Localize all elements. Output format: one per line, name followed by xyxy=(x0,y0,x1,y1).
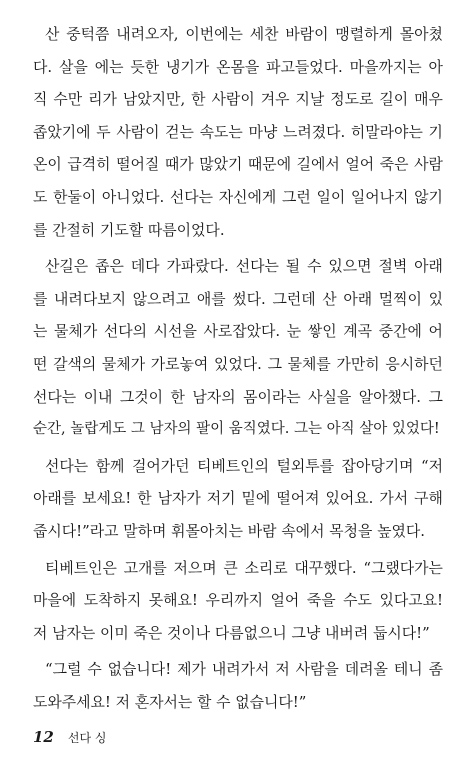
word: 데려올 xyxy=(344,660,388,679)
text-line xyxy=(33,283,443,316)
word: 몸이라는 xyxy=(243,387,301,406)
text-line xyxy=(33,148,443,181)
word: 않기 xyxy=(414,187,443,206)
word: 급격히 xyxy=(67,155,111,174)
word: 때문에 xyxy=(247,155,292,174)
text-line xyxy=(33,482,443,515)
word: 떨어져 xyxy=(276,489,320,508)
text-line xyxy=(33,181,443,214)
text-line xyxy=(33,450,443,483)
word: 맹렬하게 xyxy=(335,25,393,43)
word: 멀찍이 xyxy=(378,289,422,308)
word: 구해 xyxy=(414,489,443,508)
word: 썼다. xyxy=(232,289,266,308)
word: 제가 xyxy=(177,660,206,679)
word: 가만히 xyxy=(336,354,380,373)
word: 그런 xyxy=(281,187,311,206)
word: 선다의 xyxy=(103,322,148,341)
word: 온이 xyxy=(33,155,62,174)
word: 수만 xyxy=(53,90,83,109)
word: 매우 xyxy=(414,90,443,109)
text-line xyxy=(33,381,443,414)
word: 도착하지 xyxy=(83,591,142,610)
word: “저 xyxy=(421,456,443,475)
word: 절벽 xyxy=(378,257,408,276)
word: 살을 xyxy=(59,57,88,76)
word: 갈색의 xyxy=(53,354,97,373)
word: 좀 xyxy=(428,660,443,679)
word: 온몸을 xyxy=(216,57,260,76)
word: 리가 xyxy=(88,90,117,109)
word: 사람이 xyxy=(116,122,160,141)
word: 사람 xyxy=(414,155,443,174)
text-line xyxy=(33,413,443,446)
line-text: 를 간절히 기도할 따름이었다. xyxy=(33,220,225,239)
word: “그럴 xyxy=(45,660,82,679)
word: 눈 xyxy=(286,322,302,341)
word: 파고들었다. xyxy=(266,57,343,76)
running-title: 선다 싱 xyxy=(67,731,107,745)
word: 저기 xyxy=(206,489,236,508)
word: 물체가 xyxy=(101,354,146,373)
word: 티베트인은 xyxy=(45,558,117,577)
text-line xyxy=(33,83,443,116)
text-line xyxy=(33,515,443,548)
word: 계곡 xyxy=(343,322,373,341)
word: 겨우 xyxy=(260,90,290,109)
text-line xyxy=(33,686,443,719)
word: 저 xyxy=(275,660,290,679)
word: 기 xyxy=(428,122,443,141)
word: 중간에 xyxy=(378,322,422,341)
word: 잡아당기며 xyxy=(341,456,414,475)
text-line xyxy=(33,116,443,149)
word: 그 xyxy=(428,387,443,406)
line-text: 줍시다!”라고 말하며 휘몰아치는 바람 속에서 목청을 높였다. xyxy=(33,521,425,540)
text-line xyxy=(33,552,443,585)
word: 사로잡았다. xyxy=(203,322,281,341)
word: 죽을 xyxy=(306,591,336,610)
word: 사실을 xyxy=(308,387,352,406)
word: 속도는 xyxy=(199,122,243,141)
word: 수도 xyxy=(343,591,372,610)
word: 좁았기에 xyxy=(33,122,91,141)
body-text xyxy=(33,18,443,718)
text-line xyxy=(33,51,443,84)
word: 선다는 xyxy=(169,187,214,206)
word: 몰아쳤 xyxy=(399,25,443,43)
word: 마냥 xyxy=(248,122,278,141)
word: 않으려고 xyxy=(132,289,191,308)
word: 물체를 xyxy=(287,354,331,373)
word: 내려다보지 xyxy=(54,289,126,308)
word: 산길은 xyxy=(45,257,89,276)
word: 한 xyxy=(137,489,152,508)
word: 많았기 xyxy=(199,155,243,174)
word: 가파랐다. xyxy=(166,257,229,276)
word: 한둘이 xyxy=(53,187,97,206)
word: 를 xyxy=(33,289,48,308)
word: 마을까지는 xyxy=(349,57,422,76)
word: 중턱쯤 xyxy=(66,25,110,43)
word: 바람이 xyxy=(285,25,329,43)
word: 내려오자, xyxy=(116,25,179,43)
page-footer xyxy=(33,729,106,746)
word: 가로놓여 xyxy=(150,354,209,373)
text-line xyxy=(33,584,443,617)
word: 큰 xyxy=(223,558,238,577)
text-line xyxy=(33,348,443,381)
page-number: 12 xyxy=(33,728,54,746)
word: 히말라야는 xyxy=(350,122,423,141)
word: 선다는 xyxy=(33,387,77,406)
word: 아래를 xyxy=(33,489,77,508)
word: 수 xyxy=(307,257,322,276)
word: 선다는 xyxy=(45,456,89,475)
word: 아 xyxy=(428,57,443,76)
word: 떤 xyxy=(33,354,48,373)
word: 에는 xyxy=(94,57,124,76)
word: 티베트인의 xyxy=(197,456,269,475)
word: 두 xyxy=(96,122,111,141)
text-line xyxy=(33,250,443,283)
word: 산 xyxy=(45,25,60,43)
word: 알아챘다. xyxy=(358,387,422,406)
word: 보세요! xyxy=(82,489,132,508)
word: 때가 xyxy=(164,155,194,174)
word: 그것이 xyxy=(119,387,164,406)
word: 우리까지 xyxy=(205,591,263,610)
word: 못해요! xyxy=(148,591,198,610)
word: 응시하던 xyxy=(385,354,443,373)
word: 아래 xyxy=(414,257,443,276)
word: 얼어 xyxy=(345,155,375,174)
word: 될 xyxy=(285,257,301,276)
word: 털외투를 xyxy=(276,456,335,475)
word: 있 xyxy=(428,289,443,308)
word: 죽은 xyxy=(379,155,409,174)
word: 사람이 xyxy=(211,90,255,109)
word: 도 xyxy=(33,187,48,206)
word: 테니 xyxy=(393,660,423,679)
word: 듯한 xyxy=(130,57,160,76)
word: 걸어가던 xyxy=(131,456,190,475)
word: 수 xyxy=(87,660,102,679)
word: 냉기가 xyxy=(166,57,210,76)
word: 다. xyxy=(33,57,53,76)
line-text: 순간, 놀랍게도 그 남자의 팔이 움직였다. 그는 아직 살아 있었다! xyxy=(33,421,440,438)
word: 는 xyxy=(33,322,48,341)
word: 함께 xyxy=(95,456,125,475)
word: 느려졌다. xyxy=(282,122,346,141)
word: 고개를 xyxy=(123,558,167,577)
word: 있으면 xyxy=(328,257,372,276)
word: 가서 xyxy=(379,489,409,508)
text-line xyxy=(33,617,443,650)
word: 마을에 xyxy=(33,591,77,610)
word: 없습니다! xyxy=(107,660,172,679)
word: 있다고요! xyxy=(379,591,443,610)
word: 남자의 xyxy=(192,387,236,406)
word: 어 xyxy=(428,322,443,341)
word: 쌓인 xyxy=(307,322,337,341)
word: 산 xyxy=(322,289,337,308)
word: 직 xyxy=(33,90,48,109)
word: 남았지만, xyxy=(122,90,186,109)
line-text: 저 남자는 이미 죽은 것이나 다름없으니 그냥 내버려 둡시다!” xyxy=(33,623,430,642)
word: 물체가 xyxy=(54,322,98,341)
word: 대꾸했다. xyxy=(294,558,357,577)
word: 데다 xyxy=(130,257,160,276)
word: 사람을 xyxy=(295,660,339,679)
text-line xyxy=(33,18,443,51)
word: 저으며 xyxy=(173,558,217,577)
text-line xyxy=(33,315,443,348)
word: 좁은 xyxy=(95,257,124,276)
word: 지날 xyxy=(295,90,325,109)
word: 아래 xyxy=(343,289,373,308)
word: 떨어질 xyxy=(116,155,160,174)
word: 이번에는 xyxy=(185,25,243,43)
word: 그 xyxy=(267,354,282,373)
word: 일어나지 xyxy=(350,187,409,206)
word: 한 xyxy=(191,90,206,109)
word: 아니었다. xyxy=(101,187,165,206)
word: 정도로 xyxy=(330,90,374,109)
word: 있었다. xyxy=(214,354,262,373)
line-text: 도와주세요! 저 혼자서는 할 수 없습니다!” xyxy=(33,692,307,711)
word: 그런데 xyxy=(272,289,316,308)
word: 시선을 xyxy=(153,322,197,341)
word: 얼어 xyxy=(270,591,300,610)
word: 자신에게 xyxy=(218,187,277,206)
word: 밑에 xyxy=(241,489,271,508)
word: 한 xyxy=(170,387,185,406)
word: 애를 xyxy=(196,289,226,308)
word: 선다는 xyxy=(235,257,279,276)
word: 일이 xyxy=(316,187,346,206)
word: 길에서 xyxy=(296,155,340,174)
word: 길이 xyxy=(379,90,409,109)
word: 세찬 xyxy=(249,25,279,43)
word: 내려가서 xyxy=(211,660,270,679)
word: 이내 xyxy=(83,387,113,406)
word: 남자가 xyxy=(157,489,201,508)
text-line xyxy=(33,214,443,247)
word: “그랬다가는 xyxy=(363,558,443,577)
word: 소리로 xyxy=(244,558,288,577)
word: 있어요. xyxy=(325,489,374,508)
text-line xyxy=(33,653,443,686)
word: 걷는 xyxy=(165,122,194,141)
